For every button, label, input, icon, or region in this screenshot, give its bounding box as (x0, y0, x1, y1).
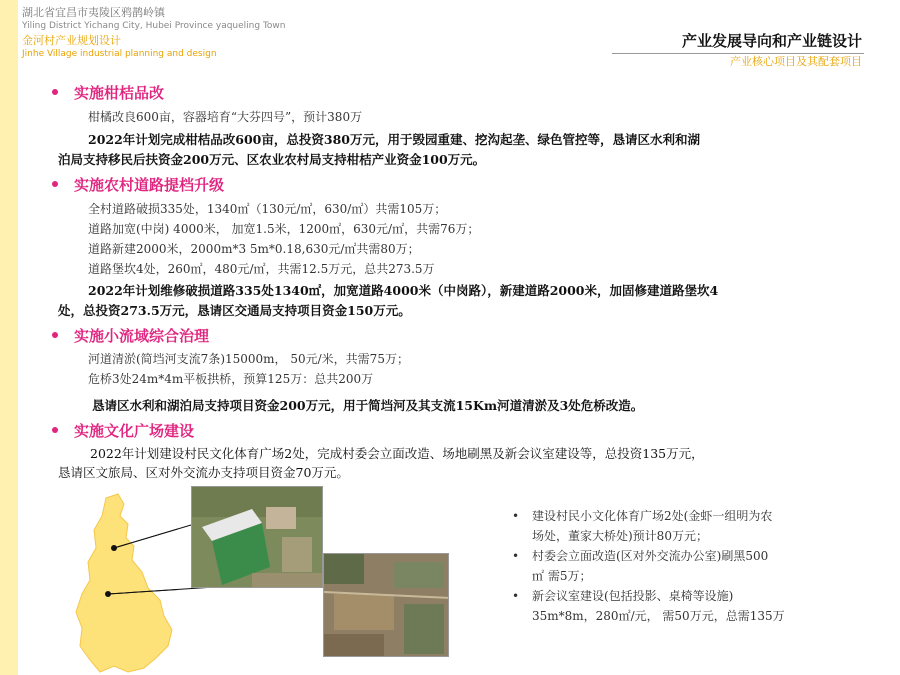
list-item: • 新会议室建设(包括投影、桌椅等设施) 35m*8m，280㎡/元， 需50万元，总需135万 (512, 586, 872, 626)
section-heading-plaza: 实施文化广场建设 (52, 421, 194, 441)
section-heading-watershed: 实施小流域综合治理 (52, 326, 209, 346)
section-heading-roads: 实施农村道路提档升级 (52, 175, 224, 195)
header-divider (612, 53, 864, 54)
plaza-details-list (512, 506, 872, 626)
page-title: 产业发展导向和产业链设计 (681, 32, 862, 50)
aerial-photo-plaza-1 (191, 486, 323, 588)
plaza-summary-2: 恳请区文旅局、区对外交流办支持项目资金70万元。 (58, 465, 349, 480)
bullet-icon (52, 427, 58, 433)
location-cn: 湖北省宜昌市夷陵区鸦鹊岭镇 (22, 6, 165, 19)
header-left (22, 6, 322, 60)
roads-summary-2: 处，总投资273.5万元，恳请区交通局支持项目资金150万元。 (58, 303, 411, 318)
bullet-icon (52, 332, 58, 338)
plaza-summary-1: 2022年计划建设村民文化体育广场2处，完成村委会立面改造、场地刷黑及新会议室建设等，总投资135万元， (90, 446, 704, 461)
roads-line-3: 道路新建2000米，2000m*3 5m*0.18,630元/㎡共需80万； (88, 242, 420, 256)
section-heading-citrus: 实施柑桔品改 (52, 83, 164, 103)
list-item: • 村委会立面改造(区对外交流办公室)刷黑500 ㎡ 需5万； (512, 546, 872, 586)
left-accent-bar (0, 0, 18, 675)
page-subtitle: 产业核心项目及其配套项目 (730, 55, 862, 68)
citrus-summary-1: 2022年计划完成柑桔品改600亩，总投资380万元，用于毁园重建、挖沟起垄、绿色管控等，恳请区水利和湖 (88, 132, 700, 147)
header-right (682, 30, 862, 70)
roads-line-1: 全村道路破损335处，1340㎡（130元/㎡，630/㎡）共需105万； (88, 202, 447, 216)
location-en: Yiling District Yichang City, Hubei Province yaqueling Town (22, 21, 286, 31)
roads-line-4: 道路堡坎4处，260㎡，480元/㎡，共需12.5万元，总共273.5万 (88, 262, 435, 276)
project-cn: 金河村产业规划设计 (22, 34, 121, 47)
bullet-icon (52, 89, 58, 95)
watershed-line-2: 危桥3处24m*4m平板拱桥，预算125万：总共200万 (88, 372, 374, 386)
list-item: • 建设村民小文化体育广场2处(金虾一组明为农 场处，董家大桥处)预计80万元； (512, 506, 872, 546)
citrus-line: 柑橘改良600亩，容器培育“大芬四号”，预计380万 (88, 110, 363, 124)
bullet-icon (52, 181, 58, 187)
roads-summary-1: 2022年计划维修破损道路335处1340㎡，加宽道路4000米（中岗路），新建道路2000米，加固修建道路堡坎4 (88, 283, 719, 298)
roads-line-2: 道路加宽(中岗) 4000米， 加宽1.5米，1200㎡，630元/㎡，共需76万； (88, 222, 480, 236)
aerial-photo-plaza-2 (323, 553, 449, 657)
citrus-summary-2: 泊局支持移民后扶资金200万元、区农业农村局支持柑桔产业资金100万元。 (58, 152, 486, 167)
watershed-line-1: 河道清淤(简垱河支流7条)15000m， 50元/米，共需75万； (88, 352, 409, 366)
project-en: Jinhe Village industrial planning and design (22, 49, 217, 59)
watershed-summary: 恳请区水利和湖泊局支持项目资金200万元，用于简垱河及其支流15Km河道清淤及3处危桥改造。 (92, 398, 644, 413)
village-map (68, 490, 178, 675)
